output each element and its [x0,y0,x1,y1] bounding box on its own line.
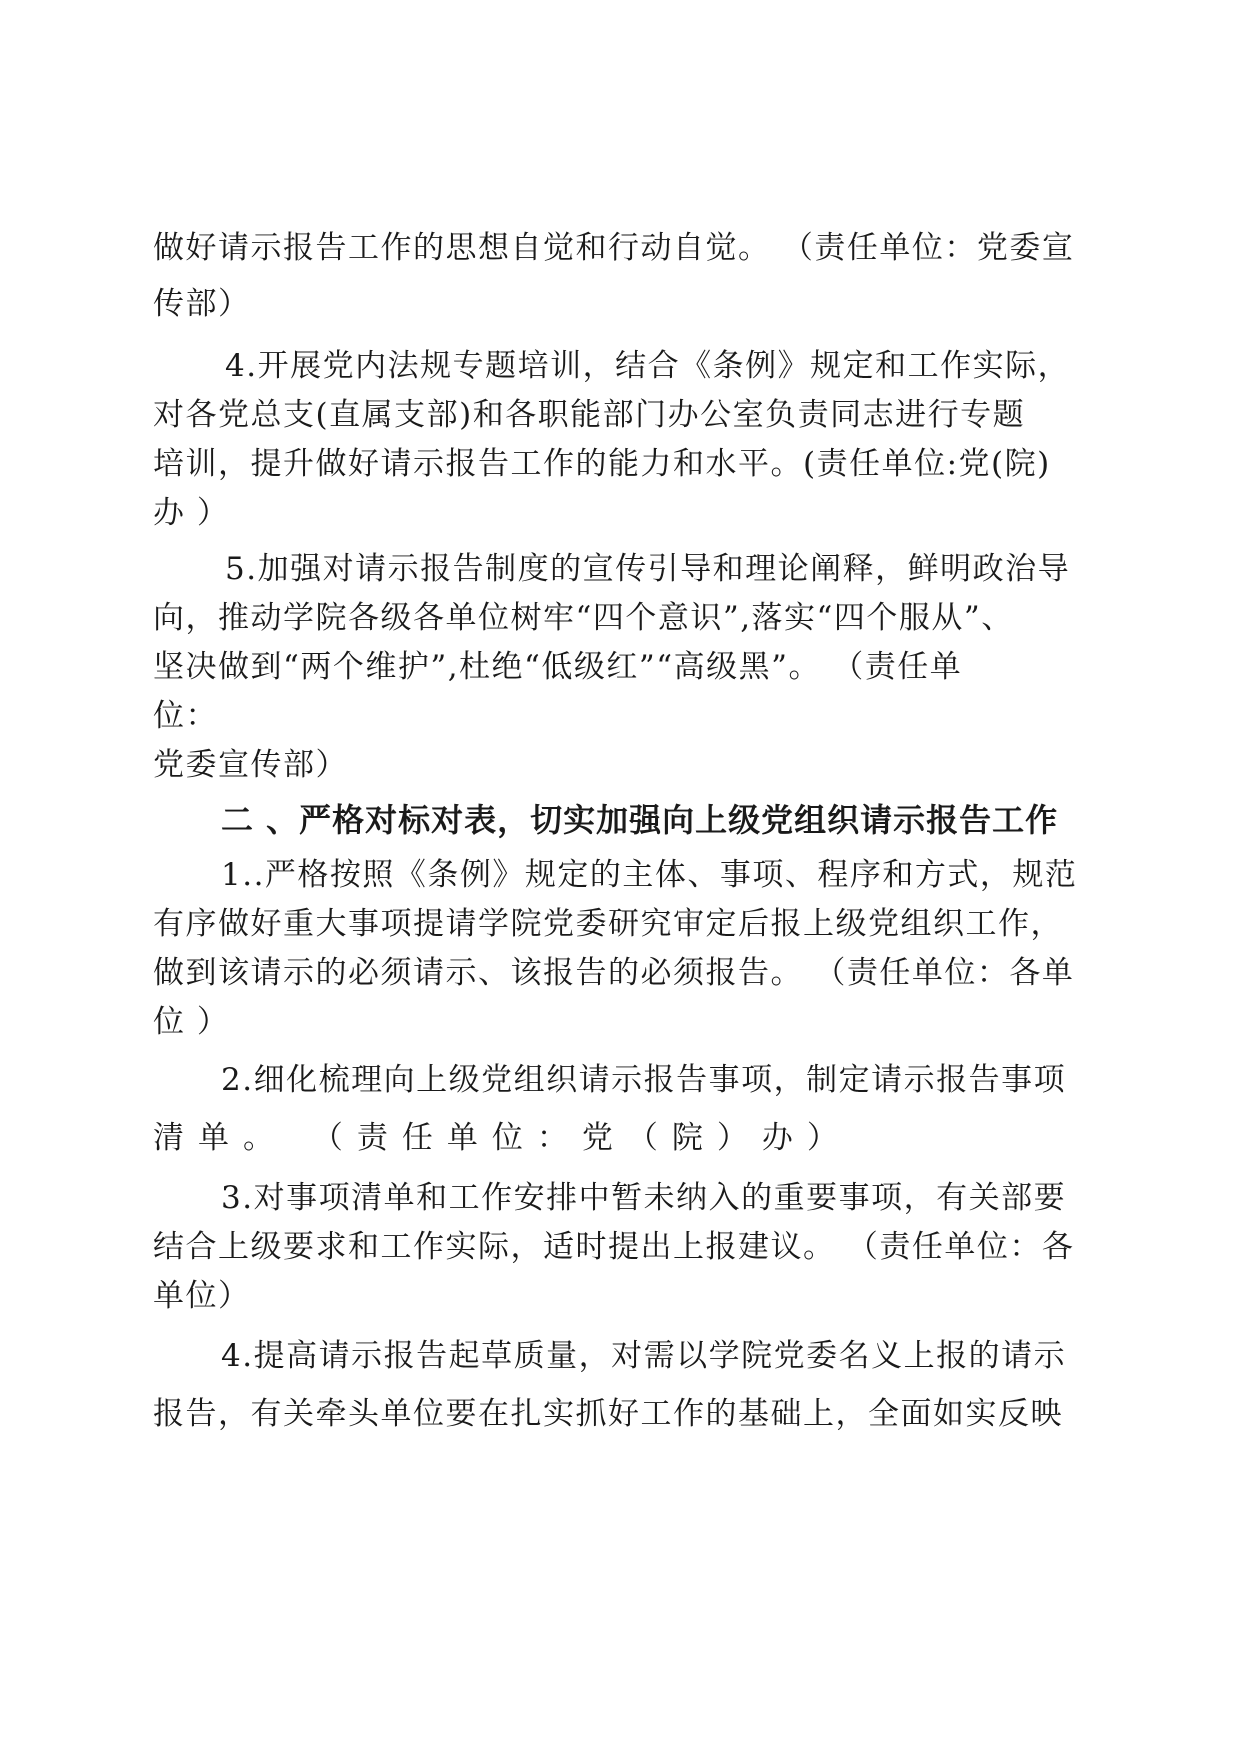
list-item-line: 3.对事项清单和工作安排中暂未纳入的重要事项，有关部要 [221,1180,1067,1216]
body-text-line: 有序做好重大事项提请学院党委研究审定后报上级党组织工作， [153,906,1063,942]
body-text-line: 党委宣传部） [153,747,348,783]
body-text-line: 结合上级要求和工作实际，适时提出上报建议。 （责任单位：各 [153,1229,1075,1265]
body-text-line: 清单。 （责任单位：党（院）办） [153,1120,852,1156]
body-text-line: 办 ） [153,495,230,531]
body-text-line: 位： [153,698,218,734]
body-text-line: 传部） [153,286,251,322]
list-item-line: 4.开展党内法规专题培训，结合《条例》规定和工作实际， [225,348,1071,384]
section-heading: 二 、严格对标对表，切实加强向上级党组织请示报告工作 [221,801,1059,839]
body-text-line: 培训，提升做好请示报告工作的能力和水平。(责任单位:党(院) [153,446,1051,482]
body-text-line: 单位） [153,1278,251,1314]
body-text-line: 位 ） [153,1004,230,1040]
body-text-line: 做好请示报告工作的思想自觉和行动自觉。 （责任单位：党委宣 [153,230,1075,266]
body-text-line: 对各党总支(直属支部)和各职能部门办公室负责同志进行专题 [153,397,1026,433]
list-item-line: 5.加强对请示报告制度的宣传引导和理论阐释，鲜明政治导 [225,551,1071,587]
body-text-line: 报告，有关牵头单位要在扎实抓好工作的基础上，全面如实反映 [153,1396,1063,1432]
list-item-line: 4.提高请示报告起草质量，对需以学院党委名义上报的请示 [221,1338,1067,1374]
body-text-line: 坚决做到“两个维护”,杜绝“低级红”“高级黑”。 （责任单 [153,649,963,685]
list-item-line: 1..严格按照《条例》规定的主体、事项、程序和方式，规范 [221,857,1078,893]
body-text-line: 向，推动学院各级各单位树牢“四个意识”,落实“四个服从”、 [153,600,1014,636]
body-text-line: 做到该请示的必须请示、该报告的必须报告。 （责任单位：各单 [153,955,1075,991]
list-item-line: 2.细化梳理向上级党组织请示报告事项，制定请示报告事项 [221,1062,1067,1098]
